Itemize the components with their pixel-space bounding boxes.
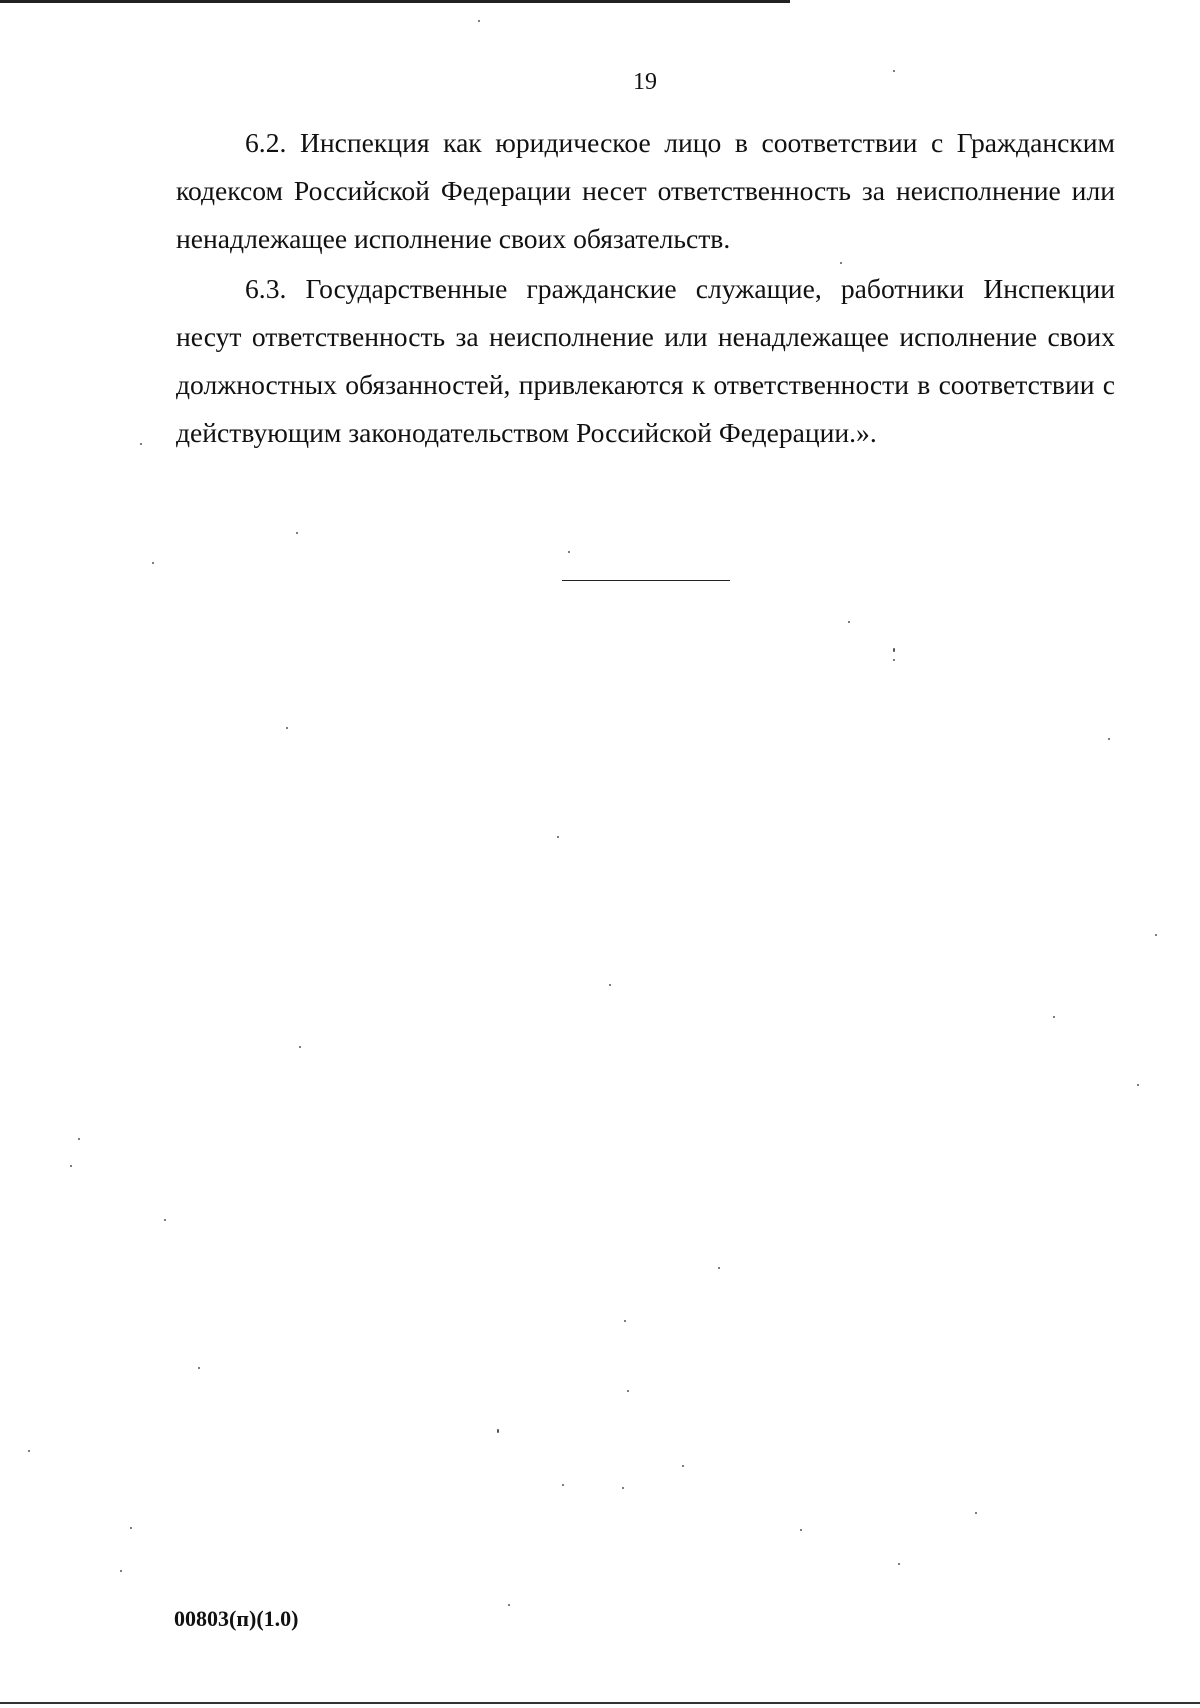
scan-speck (562, 1484, 564, 1486)
scan-speck (609, 984, 611, 986)
scan-speck (893, 659, 895, 661)
scan-speck (800, 1529, 802, 1531)
scan-speck (497, 1429, 499, 1433)
paragraph-6-2: 6.2. Инспекция как юридическое лицо в соответствии с Гражданским кодексом Российской Федерации несет ответственность за неисполнение или ненадлежащее исполнение своих обязательств. (176, 127, 1115, 254)
scan-speck (893, 70, 895, 72)
scan-speck (557, 836, 559, 838)
document-code: 00803(п)(1.0) (174, 1606, 299, 1631)
scan-speck (164, 1219, 166, 1221)
scan-speck (70, 1165, 72, 1167)
end-of-text-rule (562, 580, 730, 581)
scan-speck (568, 551, 570, 553)
scan-speck (848, 621, 850, 623)
scan-speck (130, 1527, 132, 1529)
scan-speck (682, 1465, 684, 1467)
scan-speck (1108, 738, 1110, 740)
scan-speck (28, 1450, 30, 1452)
document-body (176, 119, 1115, 457)
scan-speck (120, 1570, 122, 1572)
scan-bottom-edge (0, 1702, 1200, 1704)
scan-speck (286, 727, 288, 729)
scan-speck (508, 1604, 510, 1606)
scan-speck (140, 443, 142, 445)
scan-speck (198, 1367, 200, 1369)
scan-speck (1137, 1084, 1139, 1086)
page-number: 19 (633, 69, 657, 95)
scan-speck (718, 1267, 720, 1269)
scan-speck (78, 1138, 80, 1140)
scan-speck (624, 1320, 626, 1322)
paragraph-6-3: 6.3. Государственные гражданские служащие, работники Инспекции несут ответственность за неисполнение или ненадлежащее исполнение своих должностных обязанностей, привлекаются к ответственности в соответствии с действующим законодательством Российской Федерации.». (176, 273, 1115, 448)
scan-speck (299, 1046, 301, 1048)
scan-speck (975, 1512, 977, 1514)
scan-speck (893, 648, 895, 652)
scan-speck (1155, 934, 1157, 936)
scan-top-edge (0, 0, 790, 3)
scan-speck (296, 532, 298, 534)
scan-speck (627, 1390, 629, 1392)
scan-speck (1053, 1016, 1055, 1018)
scan-speck (152, 562, 154, 564)
scan-speck (622, 1487, 624, 1489)
scan-speck (840, 262, 842, 264)
scan-speck (898, 1563, 900, 1565)
scan-speck (478, 20, 480, 22)
